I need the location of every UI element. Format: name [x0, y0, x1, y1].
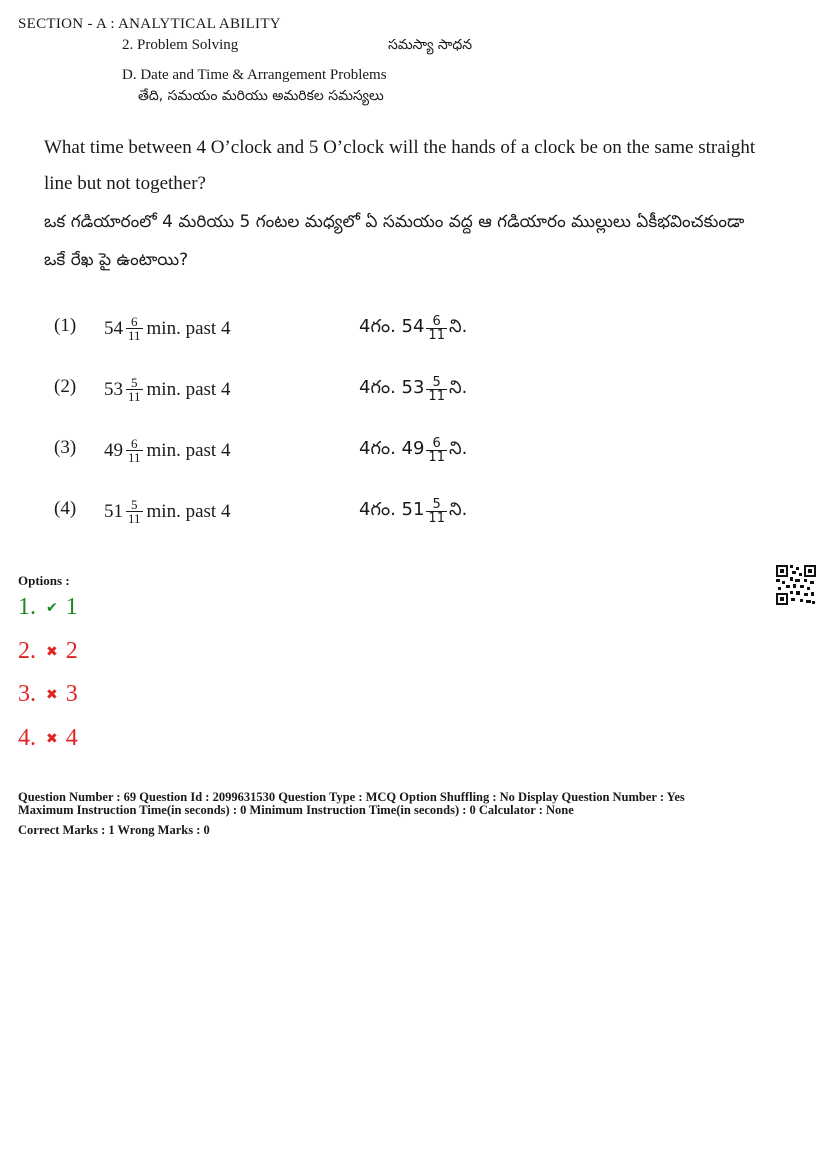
answer-option: 4. ✖ 4 [18, 725, 78, 751]
fraction: $\frac{5}{11}$ [128, 497, 141, 526]
marks-info: Correct Marks : 1 Wrong Marks : 0 [18, 823, 210, 837]
choice-number: (4) [54, 498, 77, 519]
question-text: What time between 4 O’clock and 5 O’clock will the hands of a clock be on the same straight line but not together? [44, 137, 756, 194]
answer-option: 1. ✔ 1 [18, 594, 78, 620]
question-text-telugu: ఒక గడియారంలో 4 మరియు 5 గంటల మధ్యలో ఏ సమయం వద్ద ఆ గడియారం ముల్లులు ఏకీభవించకుండా ఒకే రేఖ పై ఉంటాయి? [44, 212, 745, 270]
question-meta-line1: Question Number : 69 Question Id : 2099631530 Question Type : MCQ Option Shuffling : No Display Question Number : Yes [18, 790, 685, 804]
fraction: $\frac{5}{11}$ [428, 497, 445, 526]
fraction: $\frac{6}{11}$ [428, 436, 445, 465]
answer-option: 3. ✖ 3 [18, 681, 78, 707]
topic-title-telugu: సమస్యా సాధన [388, 37, 473, 53]
choice-number: (1) [54, 315, 77, 336]
fraction: $\frac{6}{11}$ [428, 314, 445, 343]
cross-icon: ✖ [46, 686, 58, 703]
answer-option: 2. ✖ 2 [18, 638, 78, 664]
subtopic-title: D. Date and Time & Arrangement Problems [122, 67, 387, 83]
choice-number: (3) [54, 437, 77, 458]
topic-title: 2. Problem Solving [122, 37, 239, 53]
choice-row [54, 437, 514, 477]
choice-number: (2) [54, 376, 77, 397]
choice-text: 54 $\frac{6}{11}$ min. past 4 [104, 314, 231, 343]
choice-text-telugu: 4గం. 54 $\frac{6}{11}$ ని. [359, 314, 468, 343]
fraction: $\frac{5}{11}$ [128, 375, 141, 404]
question-meta-line2: Maximum Instruction Time(in seconds) : 0 Minimum Instruction Time(in seconds) : 0 Calculator : None [18, 803, 574, 817]
qr-code-icon [776, 565, 816, 605]
choice-text: 53 $\frac{5}{11}$ min. past 4 [104, 375, 231, 404]
section-title: SECTION - A : ANALYTICAL ABILITY [18, 16, 281, 32]
choice-row [54, 498, 514, 538]
options-label: Options : [18, 573, 70, 588]
cross-icon: ✖ [46, 730, 58, 747]
subtopic-title-telugu: తేది, సమయం మరియు అమరికల సమస్యలు [138, 88, 384, 104]
choice-row [54, 376, 514, 416]
choice-text-telugu: 4గం. 51 $\frac{5}{11}$ ని. [359, 497, 468, 526]
cross-icon: ✖ [46, 643, 58, 660]
choice-row [54, 315, 514, 355]
fraction: $\frac{6}{11}$ [128, 436, 141, 465]
fraction: $\frac{5}{11}$ [428, 375, 445, 404]
fraction: $\frac{6}{11}$ [128, 314, 141, 343]
choice-text: 49 $\frac{6}{11}$ min. past 4 [104, 436, 231, 465]
choice-text: 51 $\frac{5}{11}$ min. past 4 [104, 497, 231, 526]
choice-text-telugu: 4గం. 49 $\frac{6}{11}$ ని. [359, 436, 468, 465]
choice-text-telugu: 4గం. 53 $\frac{5}{11}$ ని. [359, 375, 468, 404]
check-icon: ✔ [46, 599, 58, 616]
